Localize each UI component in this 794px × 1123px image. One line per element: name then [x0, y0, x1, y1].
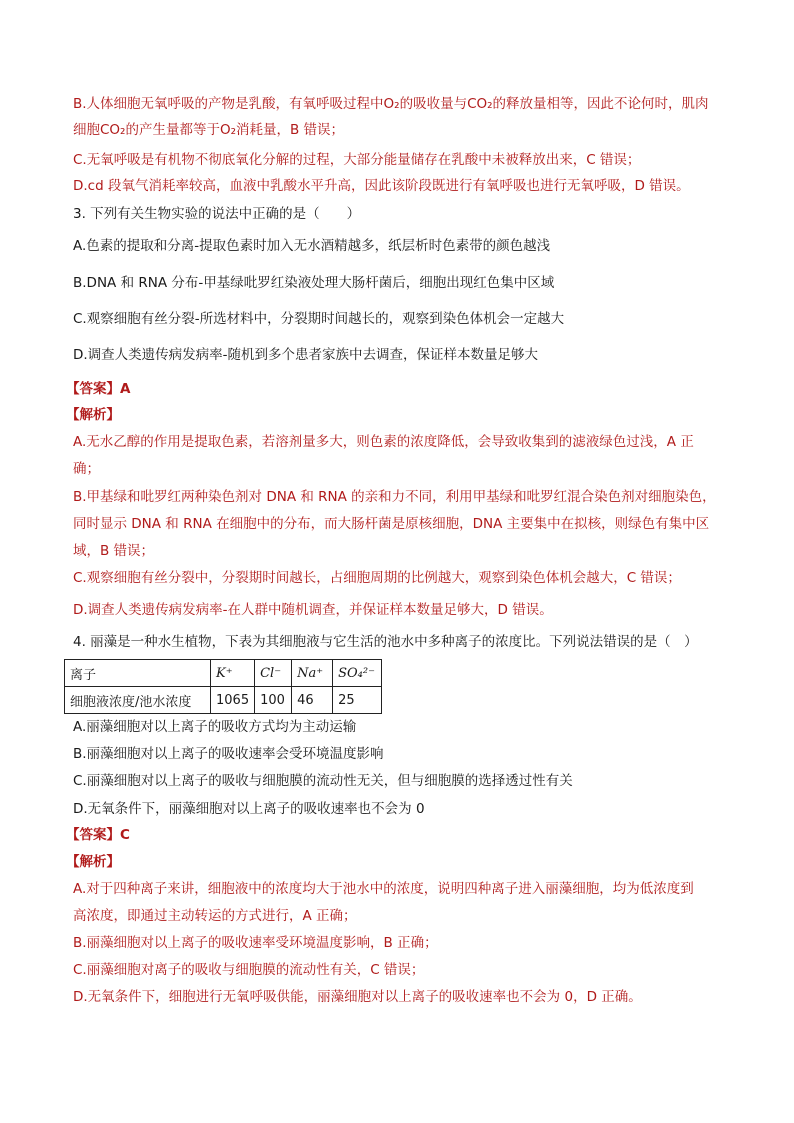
ion-concentration-table: [64, 659, 382, 714]
q4-analysis-line: B.丽藻细胞对以上离子的吸收速率受环境温度影响，B 正确；: [73, 935, 438, 951]
q3-analysis-line: 确；: [73, 461, 100, 477]
table-cell: 25: [333, 687, 382, 714]
q3-stem: 3. 下列有关生物实验的说法中正确的是（ ）: [73, 206, 361, 222]
table-cell: 46: [292, 687, 333, 714]
q4-option-b: B.丽藻细胞对以上离子的吸收速率会受环境温度影响: [73, 746, 384, 762]
table-cell: SO₄²⁻: [333, 660, 382, 687]
prev-analysis-c: C.无氧呼吸是有机物不彻底氧化分解的过程，大部分能量储存在乳酸中未被释放出来，C 错误；: [73, 152, 641, 168]
q4-analysis-line: D.无氧条件下，细胞进行无氧呼吸供能，丽藻细胞对以上离子的吸收速率也不会为 0，D 正确。: [73, 989, 642, 1005]
q3-option-c: C.观察细胞有丝分裂-所选材料中，分裂期时间越长的，观察到染色体机会一定越大: [73, 311, 565, 327]
q4-analysis-line: A.对于四种离子来讲，细胞液中的浓度均大于池水中的浓度，说明四种离子进入丽藻细胞，均为低浓度到: [73, 881, 694, 897]
q3-analysis-line: C.观察细胞有丝分裂中，分裂期时间越长，占细胞周期的比例越大，观察到染色体机会越大，C 错误；: [73, 570, 681, 586]
q3-analysis-line: B.甲基绿和吡罗红两种染色剂对 DNA 和 RNA 的亲和力不同，利用甲基绿和吡罗红混合染色剂对细胞染色，: [73, 489, 716, 505]
q4-analysis-label: 【解析】: [66, 854, 120, 870]
q4-option-a: A.丽藻细胞对以上离子的吸收方式均为主动运输: [73, 719, 357, 735]
q3-analysis-label: 【解析】: [66, 407, 120, 423]
table-cell: Na⁺: [292, 660, 333, 687]
q4-option-d: D.无氧条件下，丽藻细胞对以上离子的吸收速率也不会为 0: [73, 801, 425, 817]
q3-analysis-line: D.调查人类遗传病发病率-在人群中随机调查，并保证样本数量足够大，D 错误。: [73, 602, 553, 618]
q4-analysis-line: 高浓度，即通过主动转运的方式进行，A 正确；: [73, 908, 357, 924]
q3-option-a: A.色素的提取和分离-提取色素时加入无水酒精越多，纸层析时色素带的颜色越浅: [73, 238, 551, 254]
table-cell: 1065: [211, 687, 255, 714]
q3-answer: 【答案】A: [66, 381, 131, 397]
q3-analysis-line: 同时显示 DNA 和 RNA 在细胞中的分布，而大肠杆菌是原核细胞，DNA 主要集中在拟核，则绿色有集中区: [73, 516, 710, 532]
table-cell: 100: [255, 687, 292, 714]
table-cell: 细胞液浓度/池水浓度: [65, 687, 211, 714]
table-cell: Cl⁻: [255, 660, 292, 687]
prev-analysis-d: D.cd 段氧气消耗率较高，血液中乳酸水平升高，因此该阶段既进行有氧呼吸也进行无氧呼吸，D 错误。: [73, 178, 690, 194]
table-cell: 离子: [65, 660, 211, 687]
q4-answer: 【答案】C: [66, 827, 130, 843]
prev-analysis-b-line2: 细胞CO₂的产生量都等于O₂消耗量，B 错误；: [73, 122, 345, 138]
table-header-row: [65, 660, 382, 687]
q4-option-c: C.丽藻细胞对以上离子的吸收与细胞膜的流动性无关，但与细胞膜的选择透过性有关: [73, 773, 573, 789]
q3-option-b: B.DNA 和 RNA 分布-甲基绿吡罗红染液处理大肠杆菌后，细胞出现红色集中区域: [73, 275, 555, 291]
table-cell: K⁺: [211, 660, 255, 687]
q3-option-d: D.调查人类遗传病发病率-随机到多个患者家族中去调查，保证样本数量足够大: [73, 347, 539, 363]
q4-stem: 4. 丽藻是一种水生植物，下表为其细胞液与它生活的池水中多种离子的浓度比。下列说法错误的是（ ）: [73, 634, 698, 650]
q4-analysis-line: C.丽藻细胞对离子的吸收与细胞膜的流动性有关，C 错误；: [73, 962, 425, 978]
table-row: [65, 687, 382, 714]
q3-analysis-line: 域，B 错误；: [73, 543, 155, 559]
prev-analysis-b-line1: B.人体细胞无氧呼吸的产物是乳酸，有氧呼吸过程中O₂的吸收量与CO₂的释放量相等，因此不论何时，肌肉: [73, 96, 709, 112]
q3-analysis-line: A.无水乙醇的作用是提取色素，若溶剂量多大，则色素的浓度降低，会导致收集到的滤液绿色过浅，A 正: [73, 434, 694, 450]
